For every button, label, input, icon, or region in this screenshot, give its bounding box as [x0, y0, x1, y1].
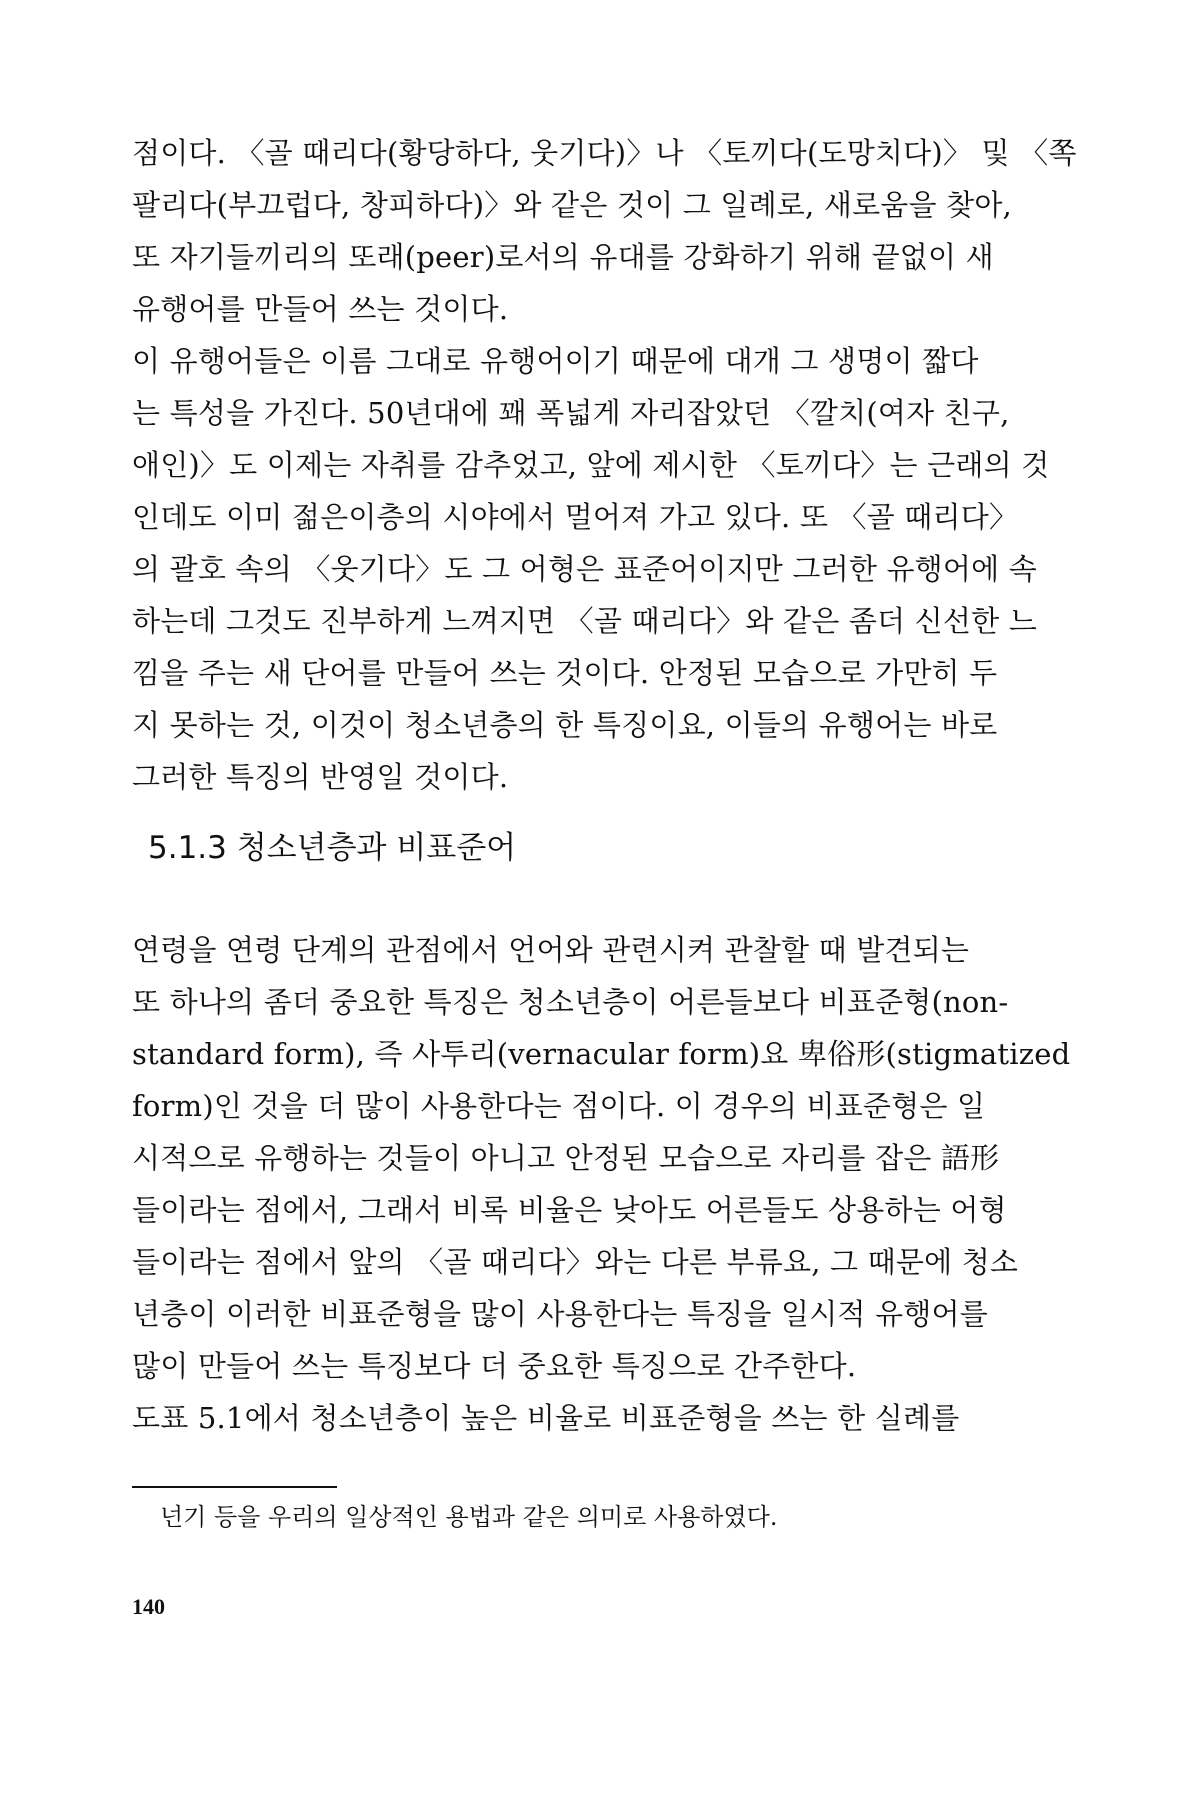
text-line: 연령을 연령 단계의 관점에서 언어와 관련시켜 관찰할 때 발견되는 — [132, 933, 970, 967]
text-line: 도표 5.1에서 청소년층이 높은 비율로 비표준형을 쓰는 한 실례를 — [132, 1401, 960, 1435]
text-line: 팔리다(부끄럽다, 창피하다)〉와 같은 것이 그 일례로, 새로움을 찾아, — [132, 188, 1012, 222]
text-line: 유행어를 만들어 쓰는 것이다. — [132, 292, 509, 326]
text-line: 그러한 특징의 반영일 것이다. — [132, 760, 509, 794]
text-line: 시적으로 유행하는 것들이 아니고 안정된 모습으로 자리를 잡은 語形 — [132, 1141, 1000, 1175]
footnote: 넌기 등을 우리의 일상적인 용법과 같은 의미로 사용하였다. — [160, 1503, 778, 1531]
text-line: 점이다. 〈골 때리다(황당하다, 웃기다)〉나 〈토끼다(도망치다)〉 및 〈쪽 — [132, 136, 1077, 170]
text-line: form)인 것을 더 많이 사용한다는 점이다. 이 경우의 비표준형은 일 — [132, 1089, 986, 1123]
text-line: 들이라는 점에서 앞의 〈골 때리다〉와는 다른 부류요, 그 때문에 청소 — [132, 1245, 1019, 1279]
section-heading: 5.1.3 청소년층과 비표준어 — [148, 830, 517, 866]
paragraph-2 — [132, 335, 1050, 803]
text-line: 또 자기들끼리의 또래(peer)로서의 유대를 강화하기 위해 끝없이 새 — [132, 240, 994, 274]
text-line: 또 하나의 좀더 중요한 특징은 청소년층이 어른들보다 비표준형(non- — [132, 985, 1009, 1019]
text-line: 년층이 이러한 비표준형을 많이 사용한다는 특징을 일시적 유행어를 — [132, 1297, 988, 1331]
text-line: 애인)〉도 이제는 자취를 감추었고, 앞에 제시한 〈토끼다〉는 근래의 것 — [132, 448, 1050, 482]
text-line: 들이라는 점에서, 그래서 비록 비율은 낮아도 어른들도 상용하는 어형 — [132, 1193, 1007, 1227]
page-number: 140 — [132, 1594, 165, 1619]
footnote-divider — [132, 1486, 337, 1488]
paragraph-1 — [132, 127, 1077, 335]
text-line: standard form), 즉 사투리(vernacular form)요 卑俗形(stigmatized — [132, 1037, 1071, 1071]
text-line: 하는데 그것도 진부하게 느껴지면 〈골 때리다〉와 같은 좀더 신선한 느 — [132, 604, 1037, 638]
paragraph-3 — [132, 924, 1071, 1392]
text-line: 낌을 주는 새 단어를 만들어 쓰는 것이다. 안정된 모습으로 가만히 두 — [132, 656, 998, 690]
text-line: 많이 만들어 쓰는 특징보다 더 중요한 특징으로 간주한다. — [132, 1349, 857, 1383]
paragraph-4 — [132, 1392, 1032, 1444]
text-line: 는 특성을 가진다. 50년대에 꽤 폭넓게 자리잡았던 〈깔치(여자 친구, — [132, 396, 1010, 430]
text-line: 의 괄호 속의 〈웃기다〉도 그 어형은 표준어이지만 그러한 유행어에 속 — [132, 552, 1037, 586]
text-line: 인데도 이미 젊은이층의 시야에서 멀어져 가고 있다. 또 〈골 때리다〉 — [132, 500, 1019, 534]
text-line: 이 유행어들은 이름 그대로 유행어이기 때문에 대개 그 생명이 짧다 — [132, 344, 979, 378]
text-line: 지 못하는 것, 이것이 청소년층의 한 특징이요, 이들의 유행어는 바로 — [132, 708, 998, 742]
